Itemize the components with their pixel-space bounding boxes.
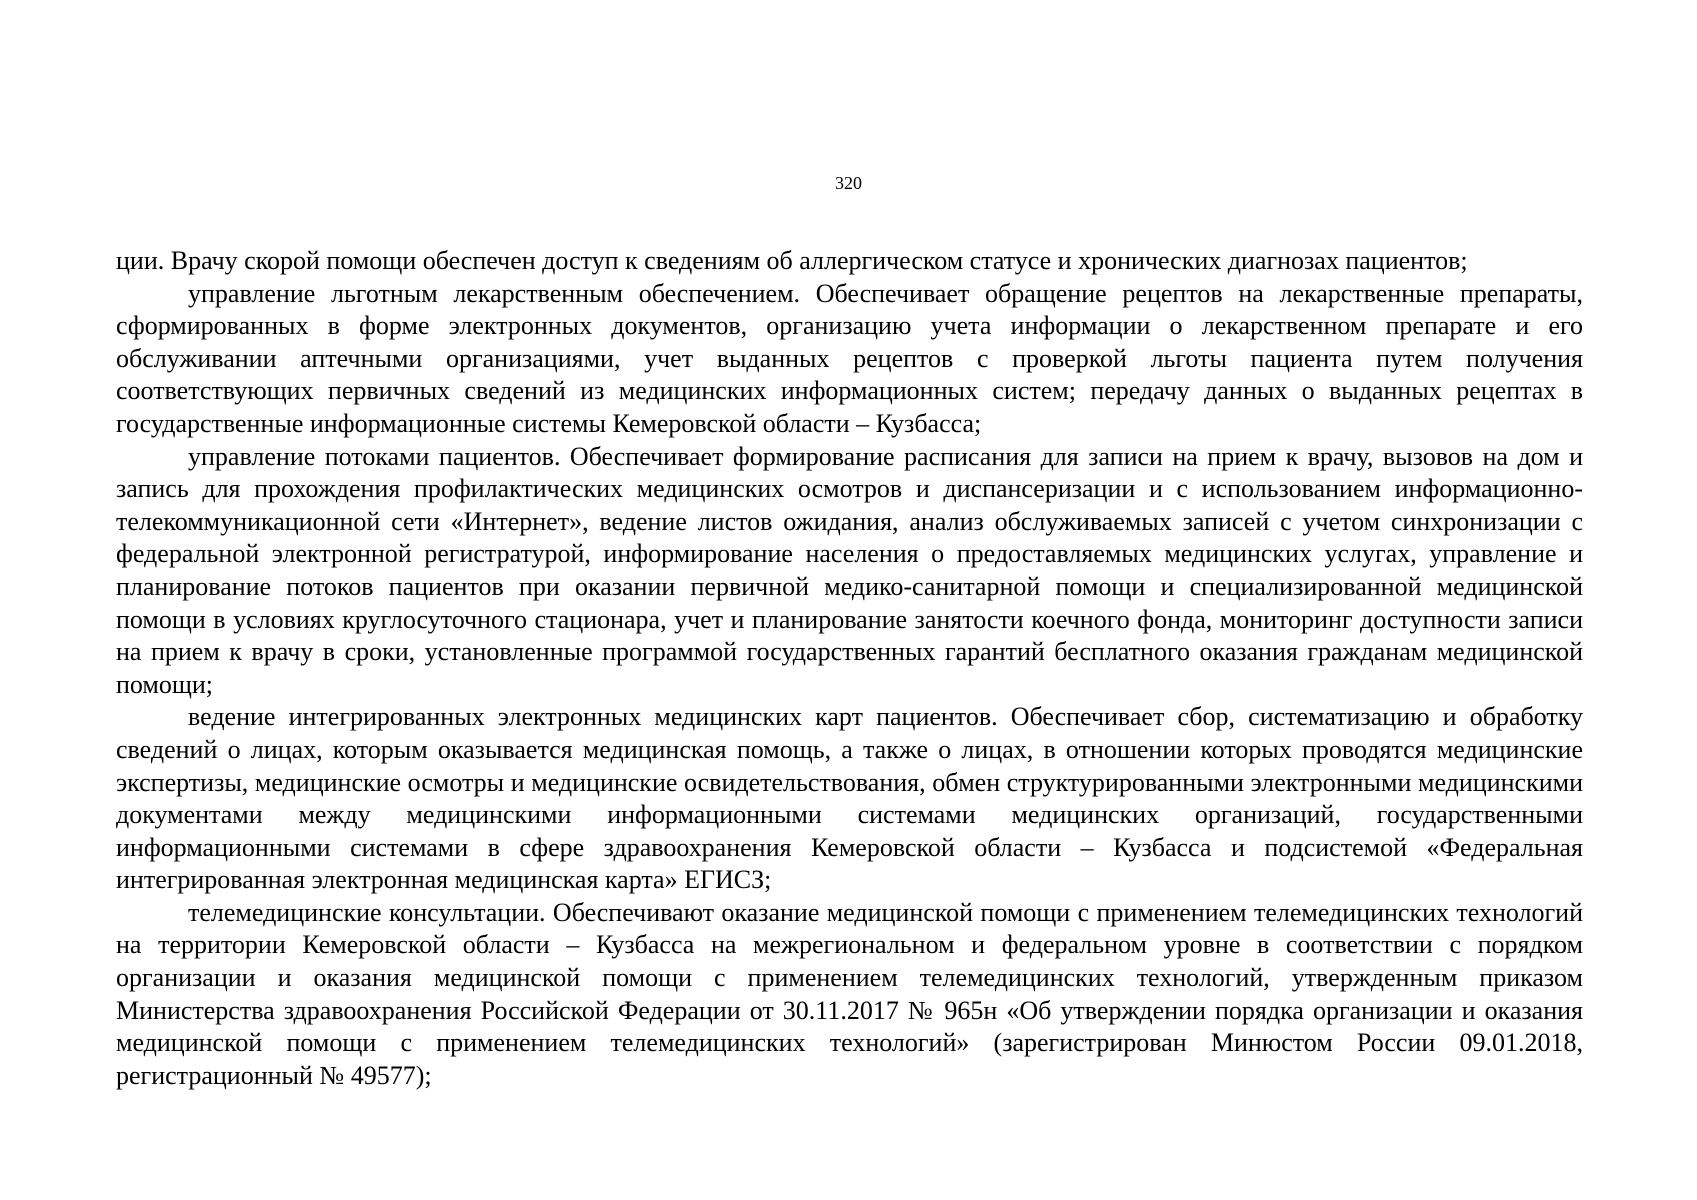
paragraph-patient-flow: управление потоками пациентов. Обеспечивает формирование расписания для записи на прием к врачу, вызовов на дом и запись для прохождения профилактических медицинских осмотров и диспансеризации и с использованием информационно-телекоммуникационной сети «Интернет», ведение листов ожидания, анализ обслуживаемых записей с учетом синхронизации с федеральной электронной регистратурой, информирование населения о предоставляемых медицинских услугах, управление и планирование потоков пациентов при оказании первичной медико-санитарной помощи и специализированной медицинской помощи в условиях круглосуточного стационара, учет и планирование занятости коечного фонда, мониторинг доступности записи на прием к врачу в сроки, установленные программой государственных гарантий бесплатного оказания гражданам медицинской помощи; [116, 441, 1583, 699]
paragraph-electronic-medical-records: ведение интегрированных электронных медицинских карт пациентов. Обеспечивает сбор, систематизацию и обработку сведений о лицах, которым оказывается медицинская помощь, а также о лицах, в отношении которых проводятся медицинские экспертизы, медицинские осмотры и медицинские освидетельствования, обмен структурированными электронными медицинскими документами между медицинскими информационными системами медицинских организаций, государственными информационными системами в сфере здравоохранения Кемеровской области – Кузбасса и подсистемой «Федеральная интегрированная электронная медицинская карта» ЕГИСЗ; [116, 702, 1583, 895]
paragraph-preferential-drug-supply: управление льготным лекарственным обеспечением. Обеспечивает обращение рецептов на лекарственные препараты, сформированных в форме электронных документов, организацию учета информации о лекарственном препарате и его обслуживании аптечными организациями, учет выданных рецептов с проверкой льготы пациента путем получения соответствующих первичных сведений из медицинских информационных систем; передачу данных о выданных рецептах в государственные информационные системы Кемеровской области – Кузбасса; [116, 278, 1583, 438]
page-number: 320 [835, 173, 862, 193]
paragraph-telemedicine: телемедицинские консультации. Обеспечивают оказание медицинской помощи с применением телемедицинских технологий на территории Кемеровской области – Кузбасса на межрегиональном и федеральном уровне в соответствии с порядком организации и оказания медицинской помощи с применением телемедицинских технологий, утвержденным приказом Министерства здравоохранения Российской Федерации от 30.11.2017 № 965н «Об утверждении порядка организации и оказания медицинской помощи с применением телемедицинских технологий» (зарегистрирован Минюстом России 09.01.2018, регистрационный № 49577); [116, 897, 1583, 1090]
body-text [116, 245, 1583, 1092]
paragraph-continuation: ции. Врачу скорой помощи обеспечен доступ к сведениям об аллергическом статусе и хронических диагнозах пациентов; [116, 246, 1468, 275]
